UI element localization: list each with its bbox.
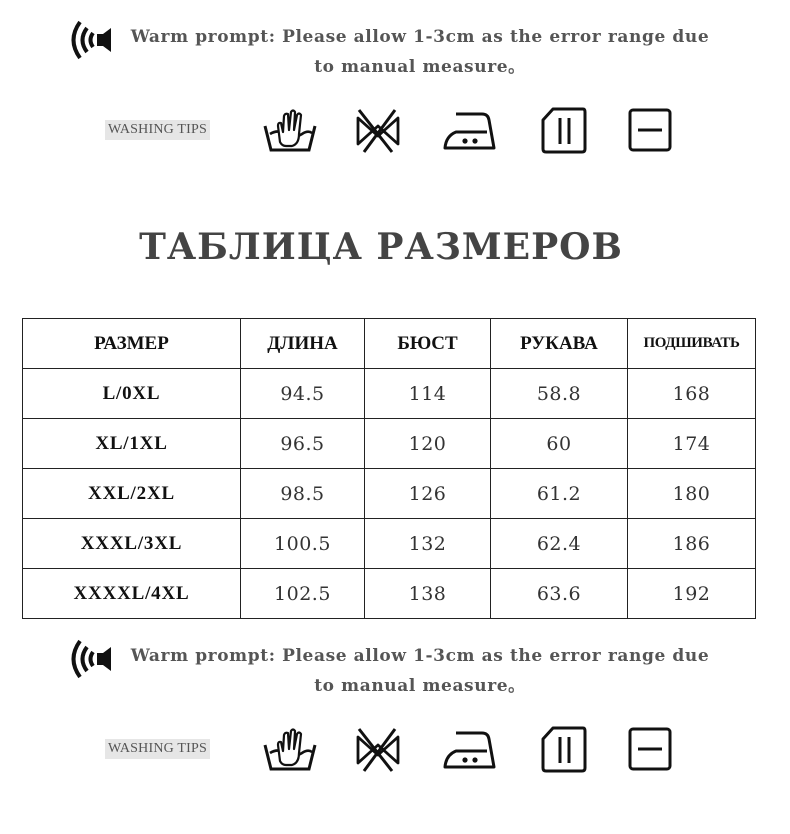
table-row — [23, 419, 756, 469]
cell-sleeve: 61.2 — [491, 469, 628, 519]
cell-size: XXXXL/4XL — [23, 569, 241, 619]
header-size: РАЗМЕР — [23, 319, 241, 369]
speaker-icon — [66, 18, 116, 62]
header-length: ДЛИНА — [241, 319, 365, 369]
cell-bust: 132 — [365, 519, 491, 569]
page-title: ТАБЛИЦА РАЗМЕРОВ — [139, 226, 623, 268]
cell-length: 98.5 — [241, 469, 365, 519]
table-row — [23, 369, 756, 419]
washing-tips-label: WASHING TIPS — [105, 120, 210, 140]
cell-length: 100.5 — [241, 519, 365, 569]
drip-dry-icon — [536, 725, 592, 773]
do-not-bleach-icon — [350, 725, 406, 773]
warm-prompt-bottom — [0, 635, 790, 715]
dry-flat-icon — [622, 725, 678, 773]
cell-hem: 192 — [628, 569, 756, 619]
cell-sleeve: 63.6 — [491, 569, 628, 619]
washing-tips-top — [0, 102, 790, 158]
cell-size: XXL/2XL — [23, 469, 241, 519]
prompt-line-1: Warm prompt: Please allow 1-3cm as the error range due — [130, 27, 710, 47]
cell-sleeve: 62.4 — [491, 519, 628, 569]
cell-hem: 180 — [628, 469, 756, 519]
speaker-icon — [66, 637, 116, 681]
cell-bust: 126 — [365, 469, 491, 519]
table-row — [23, 569, 756, 619]
cell-hem: 174 — [628, 419, 756, 469]
washing-tips-bottom — [0, 721, 790, 777]
cell-size: L/0XL — [23, 369, 241, 419]
cell-sleeve: 58.8 — [491, 369, 628, 419]
table-header-row — [23, 319, 756, 369]
size-table — [22, 318, 756, 619]
header-bust: БЮСТ — [365, 319, 491, 369]
warm-prompt-top — [0, 16, 790, 96]
table-row — [23, 469, 756, 519]
cell-bust: 120 — [365, 419, 491, 469]
hand-wash-icon — [262, 106, 318, 154]
hand-wash-icon — [262, 725, 318, 773]
washing-tips-label: WASHING TIPS — [105, 739, 210, 759]
header-sleeve: РУКАВА — [491, 319, 628, 369]
cell-bust: 114 — [365, 369, 491, 419]
cell-bust: 138 — [365, 569, 491, 619]
header-hem: ПОДШИВАТЬ — [628, 319, 756, 369]
iron-icon — [442, 725, 498, 773]
cell-size: XXXL/3XL — [23, 519, 241, 569]
prompt-line-1: Warm prompt: Please allow 1-3cm as the error range due — [130, 646, 710, 666]
iron-icon — [442, 106, 498, 154]
do-not-bleach-icon — [350, 106, 406, 154]
cell-length: 102.5 — [241, 569, 365, 619]
table-row — [23, 519, 756, 569]
cell-sleeve: 60 — [491, 419, 628, 469]
prompt-line-2: to manual measure。 — [314, 57, 526, 77]
cell-hem: 168 — [628, 369, 756, 419]
cell-length: 94.5 — [241, 369, 365, 419]
drip-dry-icon — [536, 106, 592, 154]
dry-flat-icon — [622, 106, 678, 154]
cell-size: XL/1XL — [23, 419, 241, 469]
cell-hem: 186 — [628, 519, 756, 569]
prompt-line-2: to manual measure。 — [314, 676, 526, 696]
cell-length: 96.5 — [241, 419, 365, 469]
